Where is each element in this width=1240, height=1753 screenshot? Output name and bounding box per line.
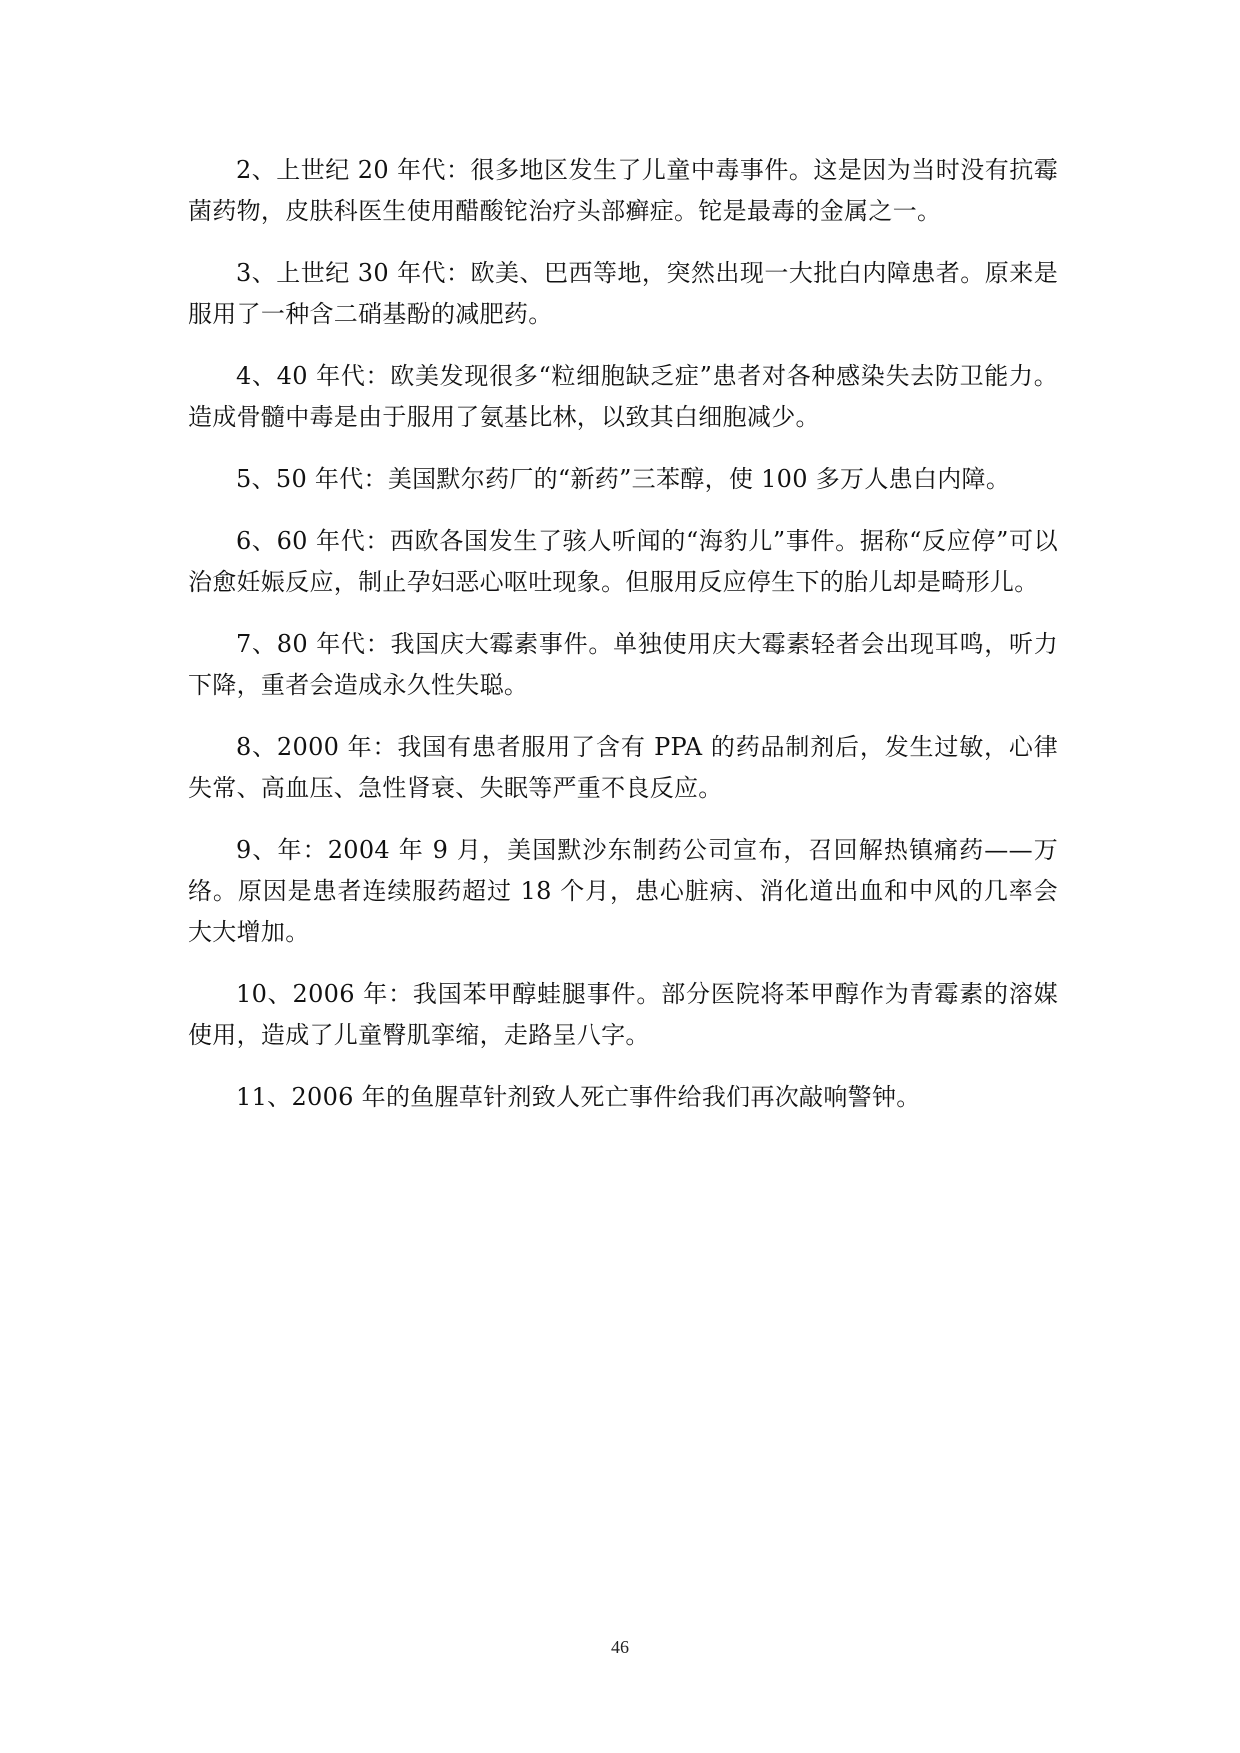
paragraph-item-9: 9、年：2004 年 9 月，美国默沙东制药公司宣布，召回解热镇痛药——万络。原因是患者连续服药超过 18 个月，患心脏病、消化道出血和中风的几率会大大增加。 (188, 836, 1058, 946)
document-body (188, 150, 1058, 1139)
paragraph-item-10: 10、2006 年：我国苯甲醇蛙腿事件。部分医院将苯甲醇作为青霉素的溶媒使用，造成了儿童臀肌挛缩，走路呈八字。 (188, 980, 1058, 1049)
paragraph-item-5: 5、50 年代：美国默尔药厂的“新药”三苯醇，使 100 多万人患白内障。 (236, 465, 1011, 493)
paragraph-item-4: 4、40 年代：欧美发现很多“粒细胞缺乏症”患者对各种感染失去防卫能力。造成骨髓中毒是由于服用了氨基比林，以致其白细胞减少。 (188, 362, 1058, 431)
paragraph-item-6: 6、60 年代：西欧各国发生了骇人听闻的“海豹儿”事件。据称“反应停”可以治愈妊娠反应，制止孕妇恶心呕吐现象。但服用反应停生下的胎儿却是畸形儿。 (188, 527, 1058, 596)
paragraph-item-7: 7、80 年代：我国庆大霉素事件。单独使用庆大霉素轻者会出现耳鸣，听力下降，重者会造成永久性失聪。 (188, 630, 1058, 699)
paragraph-item-8: 8、2000 年：我国有患者服用了含有 PPA 的药品制剂后，发生过敏，心律失常、高血压、急性肾衰、失眠等严重不良反应。 (188, 733, 1058, 802)
paragraph-item-2: 2、上世纪 20 年代：很多地区发生了儿童中毒事件。这是因为当时没有抗霉菌药物，皮肤科医生使用醋酸铊治疗头部癣症。铊是最毒的金属之一。 (188, 156, 1058, 225)
page-number: 46 (611, 1637, 629, 1657)
paragraph-item-3: 3、上世纪 30 年代：欧美、巴西等地，突然出现一大批白内障患者。原来是服用了一种含二硝基酚的减肥药。 (188, 259, 1058, 328)
paragraph-item-11: 11、2006 年的鱼腥草针剂致人死亡事件给我们再次敲响警钟。 (236, 1083, 921, 1111)
